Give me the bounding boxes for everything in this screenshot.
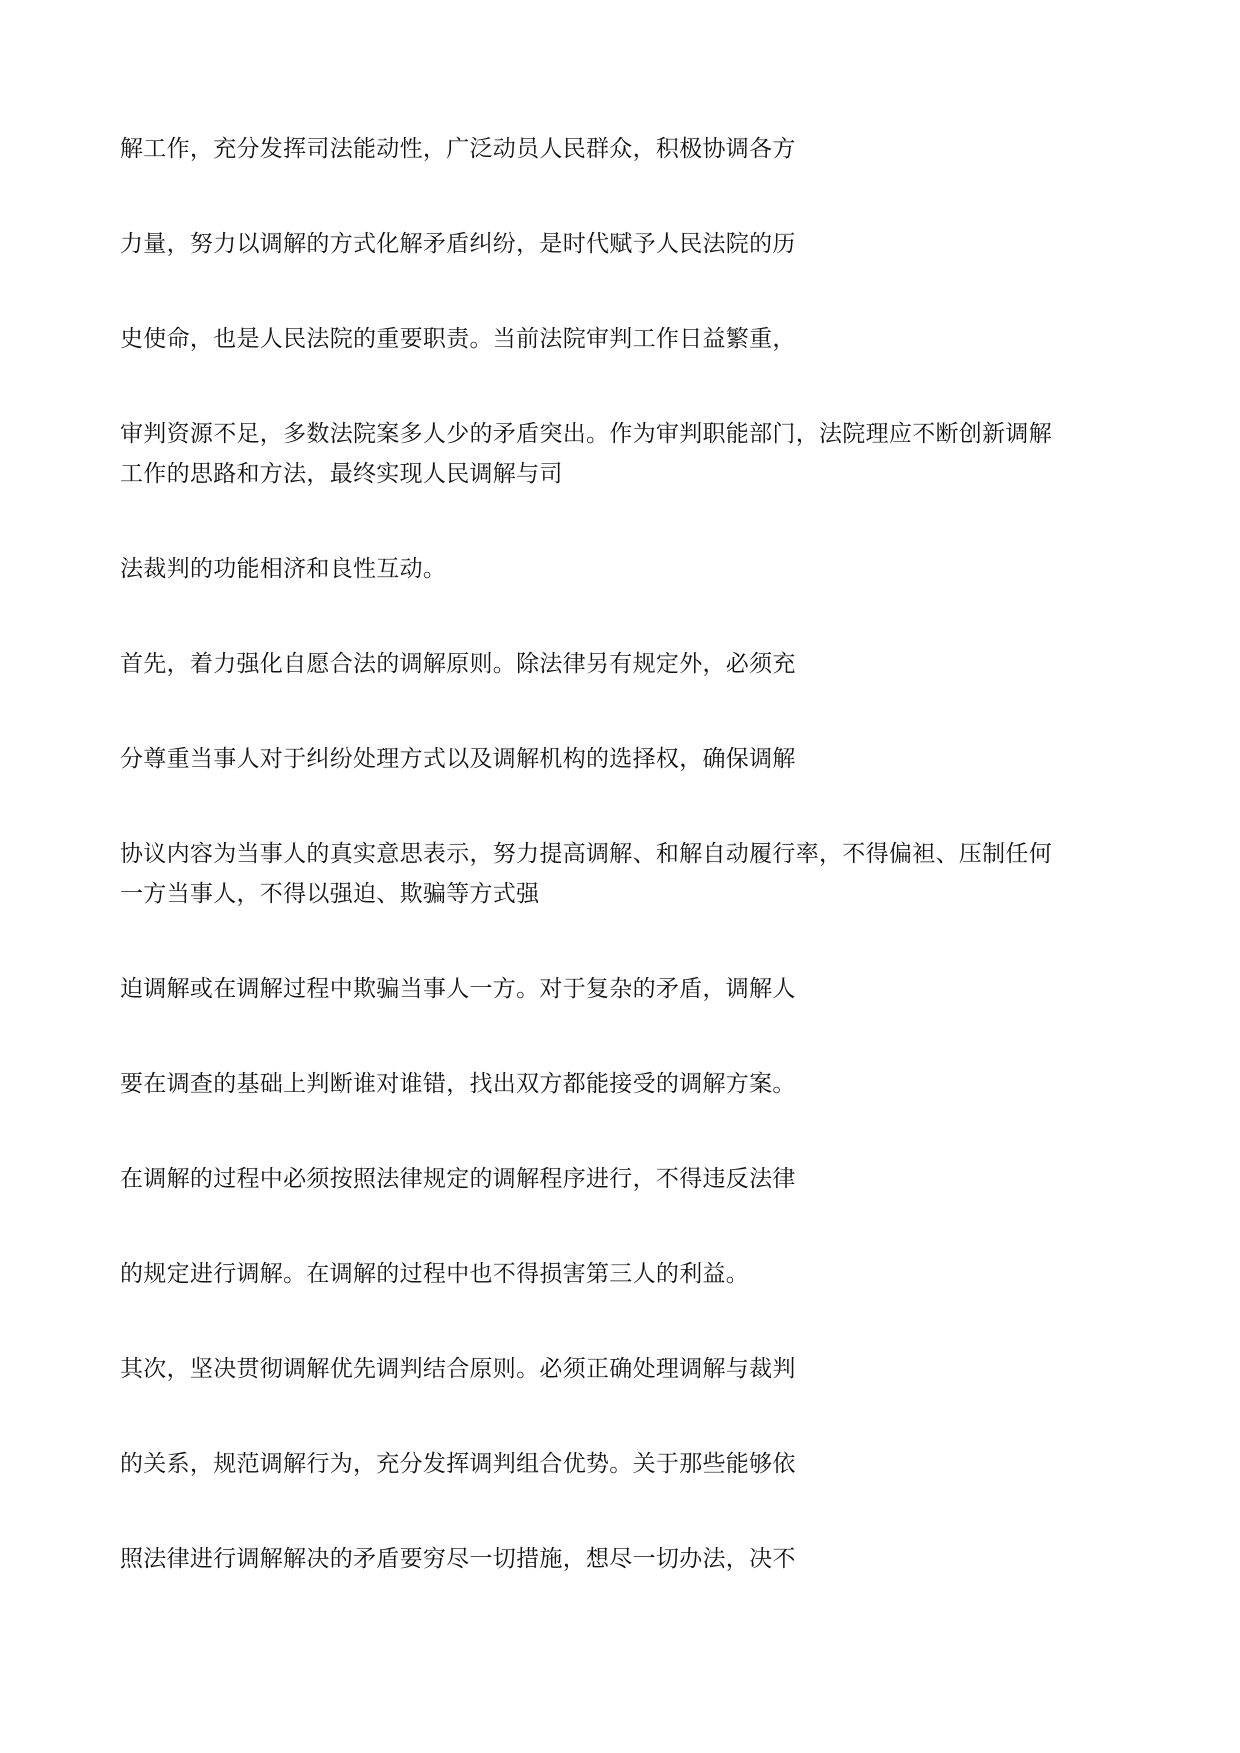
text-line: 工作的思路和方法，最终实现人民调解与司 bbox=[120, 461, 563, 487]
text-line: 在调解的过程中必须按照法律规定的调解程序进行，不得违反法律 bbox=[120, 1166, 796, 1192]
text-line: 迫调解或在调解过程中欺骗当事人一方。对于复杂的矛盾，调解人 bbox=[120, 976, 796, 1002]
text-line: 一方当事人，不得以强迫、欺骗等方式强 bbox=[120, 881, 540, 907]
text-line: 其次，坚决贯彻调解优先调判结合原则。必须正确处理调解与裁判 bbox=[120, 1356, 796, 1382]
text-line: 的关系，规范调解行为，充分发挥调判组合优势。关于那些能够依 bbox=[120, 1451, 796, 1477]
text-line: 要在调查的基础上判断谁对谁错，找出双方都能接受的调解方案。 bbox=[120, 1071, 796, 1097]
text-line: 审判资源不足，多数法院案多人少的矛盾突出。作为审判职能部门，法院理应不断创新调解 bbox=[120, 421, 1052, 447]
text-line: 分尊重当事人对于纠纷处理方式以及调解机构的选择权，确保调解 bbox=[120, 746, 796, 772]
text-line: 协议内容为当事人的真实意思表示，努力提高调解、和解自动履行率，不得偏袒、压制任何 bbox=[120, 841, 1052, 867]
text-line: 力量，努力以调解的方式化解矛盾纠纷，是时代赋予人民法院的历 bbox=[120, 231, 796, 257]
text-line: 首先，着力强化自愿合法的调解原则。除法律另有规定外，必须充 bbox=[120, 651, 796, 677]
text-line: 照法律进行调解解决的矛盾要穷尽一切措施，想尽一切办法，决不 bbox=[120, 1546, 796, 1572]
text-line: 法裁判的功能相济和良性互动。 bbox=[120, 556, 447, 582]
text-line: 史使命，也是人民法院的重要职责。当前法院审判工作日益繁重， bbox=[120, 326, 796, 352]
text-line: 解工作，充分发挥司法能动性，广泛动员人民群众，积极协调各方 bbox=[120, 136, 796, 162]
text-line: 的规定进行调解。在调解的过程中也不得损害第三人的利益。 bbox=[120, 1261, 750, 1287]
